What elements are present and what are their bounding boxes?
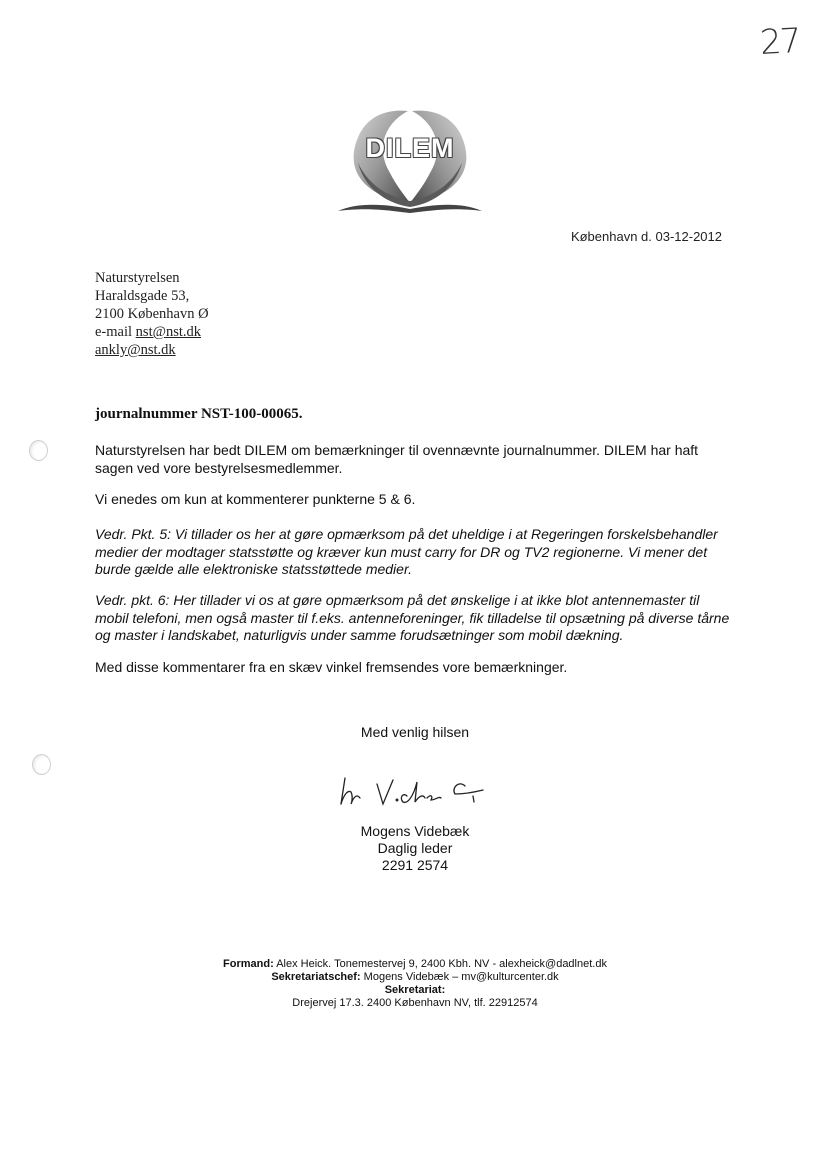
- footer-formand-label: Formand:: [223, 958, 274, 970]
- footer-formand-text: Alex Heick. Tonemestervej 9, 2400 Kbh. NV - alexheick@dadlnet.dk: [273, 958, 607, 970]
- paragraph-pkt6: Vedr. pkt. 6: Her tillader vi os at gøre opmærksom på det ønskelige i at ikke blot antennemaster til mobil telefoni, men også master til f.eks. antenneforeninger, fik tilladelse til opsætning på diverse tårne og master i landskabet, naturligvis under samme forudsætninger som mobil dækning.: [95, 592, 730, 643]
- closing-greeting: Med venlig hilsen: [360, 724, 470, 740]
- recipient-street: Haraldsgade 53,: [95, 288, 190, 304]
- signer-name: Mogens Videbæk: [360, 823, 470, 839]
- page-number: 27: [758, 20, 801, 64]
- recipient-city: 2100 København Ø: [95, 306, 209, 322]
- recipient-name: Naturstyrelsen: [95, 270, 180, 286]
- punch-hole-upper: [29, 440, 48, 461]
- footer-sekretariat-label: Sekretariat:: [384, 984, 446, 996]
- dilem-logo: [330, 103, 490, 213]
- footer-sekretariatschef-label: Sekretariatschef:: [271, 971, 361, 983]
- recipient-email-line: [95, 323, 209, 341]
- signer-phone: 2291 2574: [381, 857, 449, 873]
- footer-sekretariatschef-text: Mogens Videbæk – mv@kulturcenter.dk: [360, 971, 559, 983]
- footer-sekretariatschef: [150, 971, 680, 984]
- paragraph-pkt5: Vedr. Pkt. 5: Vi tillader os her at gøre opmærksom på det uheldige i at Regeringen forskelsbehandler medier der modtager statsstøtte og kræver kun must carry for DR og TV2 regionerne. Vi mener det burde gælde alle elektroniske statsstøttede medier.: [95, 526, 718, 577]
- paragraph-conclusion: Med disse kommentarer fra en skæv vinkel fremsendes vore bemærkninger.: [95, 659, 568, 675]
- email2-link[interactable]: ankly@nst.dk: [95, 342, 176, 358]
- signer-title: Daglig leder: [377, 840, 453, 856]
- letter-footer: [150, 958, 680, 1010]
- journal-number: journalnummer NST-100-00065.: [95, 406, 303, 422]
- footer-sekretariat: [150, 984, 680, 997]
- footer-sekretariat-address: Drejervej 17.3. 2400 København NV, tlf. 22912574: [292, 997, 538, 1009]
- handwritten-signature: [335, 770, 500, 810]
- logo-wordmark: DILEM: [365, 133, 455, 163]
- recipient-address: [95, 269, 209, 359]
- email-link[interactable]: nst@nst.dk: [135, 324, 201, 340]
- paragraph-scope: Vi enedes om kun at kommenterer punkterne 5 & 6.: [95, 491, 416, 507]
- punch-hole-lower: [32, 754, 51, 775]
- signer-block: [300, 823, 530, 874]
- footer-formand: [150, 958, 680, 971]
- letter-date: København d. 03-12-2012: [570, 229, 722, 244]
- email-prefix: e-mail: [95, 324, 136, 340]
- paragraph-intro: Naturstyrelsen har bedt DILEM om bemærkninger til ovennævnte journalnummer. DILEM har haft sagen ved vore bestyrelsesmedlemmer.: [95, 442, 699, 476]
